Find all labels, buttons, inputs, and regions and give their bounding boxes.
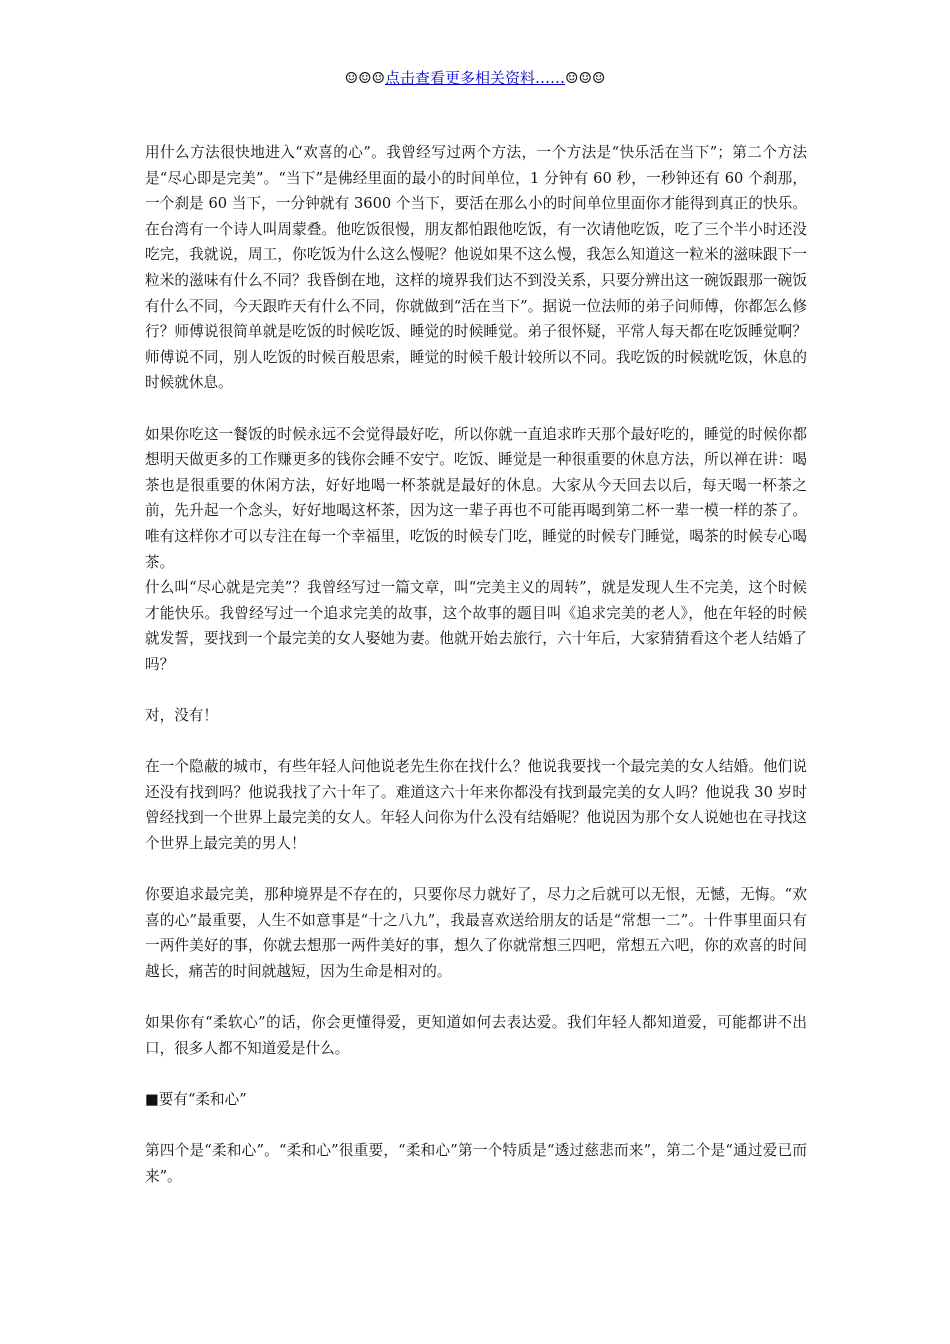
more-resources-link[interactable]: 点击查看更多相关资料…… [384, 69, 565, 87]
paragraph: 什么叫“尽心就是完美”？我曾经写过一篇文章，叫“完美主义的周转”，就是发现人生不完美，这个时候才能快乐。我曾经写过一个追求完美的故事，这个故事的题目叫《追求完美的老人》，他在年轻的时候就发誓，要找到一个最完美的女人娶她为妻。他就开始去旅行，六十年后，大家猜猜看这个老人结婚了吗？ [145, 579, 807, 673]
section-heading: ■要有“柔和心” [145, 1090, 247, 1108]
paragraph: 如果你有“柔软心”的话，你会更懂得爱，更知道如何去表达爱。我们年轻人都知道爱，可能都讲不出口，很多人都不知道爱是什么。 [145, 1014, 807, 1057]
paragraph: 你要追求最完美，那种境界是不存在的，只要你尽力就好了，尽力之后就可以无恨，无憾，无悔。“欢喜的心”最重要，人生不如意事是“十之八九”，我最喜欢送给朋友的话是“常想一二”。十件事里面只有一两件美好的事，你就去想那一两件美好的事，想久了你就常想三四吧，常想五六吧，你的欢喜的时间越长，痛苦的时间就越短，因为生命是相对的。 [145, 886, 807, 980]
paragraph: 第四个是“柔和心”。“柔和心”很重要，“柔和心”第一个特质是“透过慈悲而来”，第二个是“通过爱已而来”。 [145, 1142, 807, 1185]
paragraph: 用什么方法很快地进入“欢喜的心”。我曾经写过两个方法，一个方法是“快乐活在当下”；第二个方法是“尽心即是完美”。“当下”是佛经里面的最小的时间单位，1 分钟有 60 秒，一秒钟还有 60 个刹那，一个刹是 60 当下，一分钟就有 3600 个当下，要活在那么小的时间单位里面你才能得到真正的快乐。在台湾有一个诗人叫周蒙叠。他吃饭很慢，朋友都怕跟他吃饭，有一次请他吃饭，吃了三个半小时还没吃完，我就说，周工，你吃饭为什么这么慢呢？他说如果不这么慢，我怎么知道这一粒米的滋味跟下一粒米的滋味有什么不同？我昏倒在地，这样的境界我们达不到没关系，只要分辨出这一碗饭跟那一碗饭有什么不同，今天跟昨天有什么不同，你就做到“活在当下”。据说一位法师的弟子问师傅，你都怎么修行？师傅说很简单就是吃饭的时候吃饭、睡觉的时候睡觉。弟子很怀疑，平常人每天都在吃饭睡觉啊？师傅说不同，别人吃饭的时候百般思索，睡觉的时候千般计较所以不同。我吃饭的时候就吃饭，休息的时候就休息。 [145, 144, 807, 392]
smiley-icons-left: ☺☺☺ [344, 69, 385, 87]
paragraph: 如果你吃这一餐饭的时候永远不会觉得最好吃，所以你就一直追求昨天那个最好吃的，睡觉的时候你都想明天做更多的工作赚更多的钱你会睡不安宁。吃饭、睡觉是一种很重要的休息方法，所以禅在讲：喝茶也是很重要的休闲方法，好好地喝一杯茶就是最好的休息。大家从今天回去以后，每天喝一杯茶之前，先升起一个念头，好好地喝这杯茶，因为这一辈子再也不可能再喝到第二杯一辈一模一样的茶了。唯有这样你才可以专注在每一个幸福里，吃饭的时候专门吃，睡觉的时候专门睡觉，喝茶的时候专心喝茶。 [145, 425, 807, 571]
paragraph: 在一个隐蔽的城市，有些年轻人问他说老先生你在找什么？他说我要找一个最完美的女人结婚。他们说还没有找到吗？他说我找了六十年了。难道这六十年来你都没有找到最完美的女人吗？他说我 30 岁时曾经找到一个世界上最完美的女人。年轻人问你为什么没有结婚呢？他说因为那个女人说她也在寻找这个世界上最完美的男人！ [145, 758, 807, 853]
article-body [145, 140, 807, 1189]
paragraph: 对，没有！ [145, 707, 218, 725]
smiley-icons-right: ☺☺☺ [565, 69, 606, 87]
more-resources-banner [0, 67, 950, 89]
